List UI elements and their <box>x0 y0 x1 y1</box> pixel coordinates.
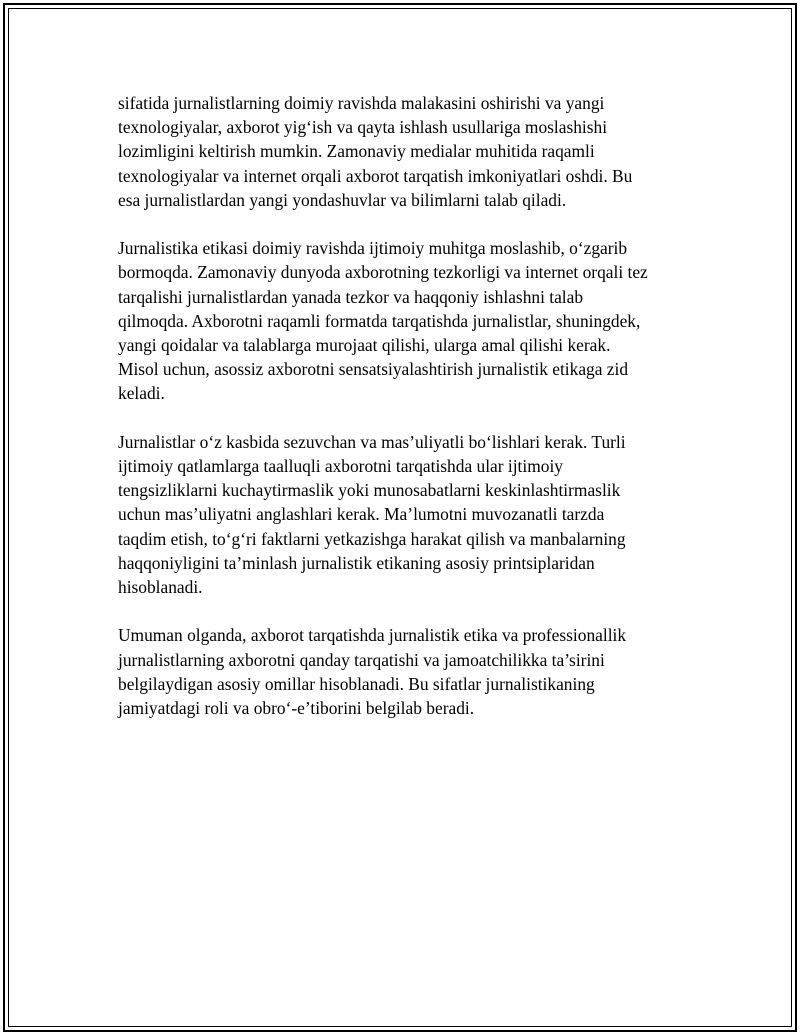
paragraph-3: Jurnalistlar o‘z kasbida sezuvchan va mas’uliyatli bo‘lishlari kerak. Turli ijtimoiy qatlamlarga taalluqli axborotni tarqatishda ular ijtimoiy tengsizliklarni kuchaytirmaslik yoki munosabatlarni keskinlashtirmaslik uchun mas’uliyatni anglashlari kerak. Ma’lumotni muvozanatli tarzda taqdim etish, to‘g‘ri faktlarni yetkazishga harakat qilish va manbalarning haqqoniyligini ta’minlash jurnalistik etikaning asosiy printsiplaridan hisoblanadi. <box>118 431 626 598</box>
paragraph-2: Jurnalistika etikasi doimiy ravishda ijtimoiy muhitga moslashib, o‘zgarib bormoqda. Zamonaviy dunyoda axborotning tezkorligi va internet orqali tez tarqalishi jurnalistlardan yanada tezkor va haqqoniy ishlashni talab qilmoqda. Axborotni raqamli formatda tarqatishda jurnalistlar, shuningdek, yangi qoidalar va talablarga murojaat qilishi, ularga amal qilishi kerak. Misol uchun, asossiz axborotni sensatsiyalashtirish jurnalistik etikaga zid keladi. <box>118 238 648 404</box>
document-body <box>118 91 698 744</box>
paragraph-1: sifatida jurnalistlarning doimiy ravishda malakasini oshirishi va yangi texnologiyalar, axborot yig‘ish va qayta ishlash usullariga moslashishi lozimligini keltirish mumkin. Zamonaviy medialar muhitida raqamli texnologiyalar va internet orqali axborot tarqatish imkoniyatlari oshdi. Bu esa jurnalistlardan yangi yondashuvlar va bilimlarni talab qiladi. <box>118 93 633 210</box>
paragraph-4: Umuman olganda, axborot tarqatishda jurnalistik etika va professionallik jurnalistlarning axborotni qanday tarqatishi va jamoatchilikka ta’sirini belgilaydigan asosiy omillar hisoblanadi. Bu sifatlar jurnalistikaning jamiyatdagi roli va obro‘-e’tiborini belgilab beradi. <box>118 625 627 719</box>
